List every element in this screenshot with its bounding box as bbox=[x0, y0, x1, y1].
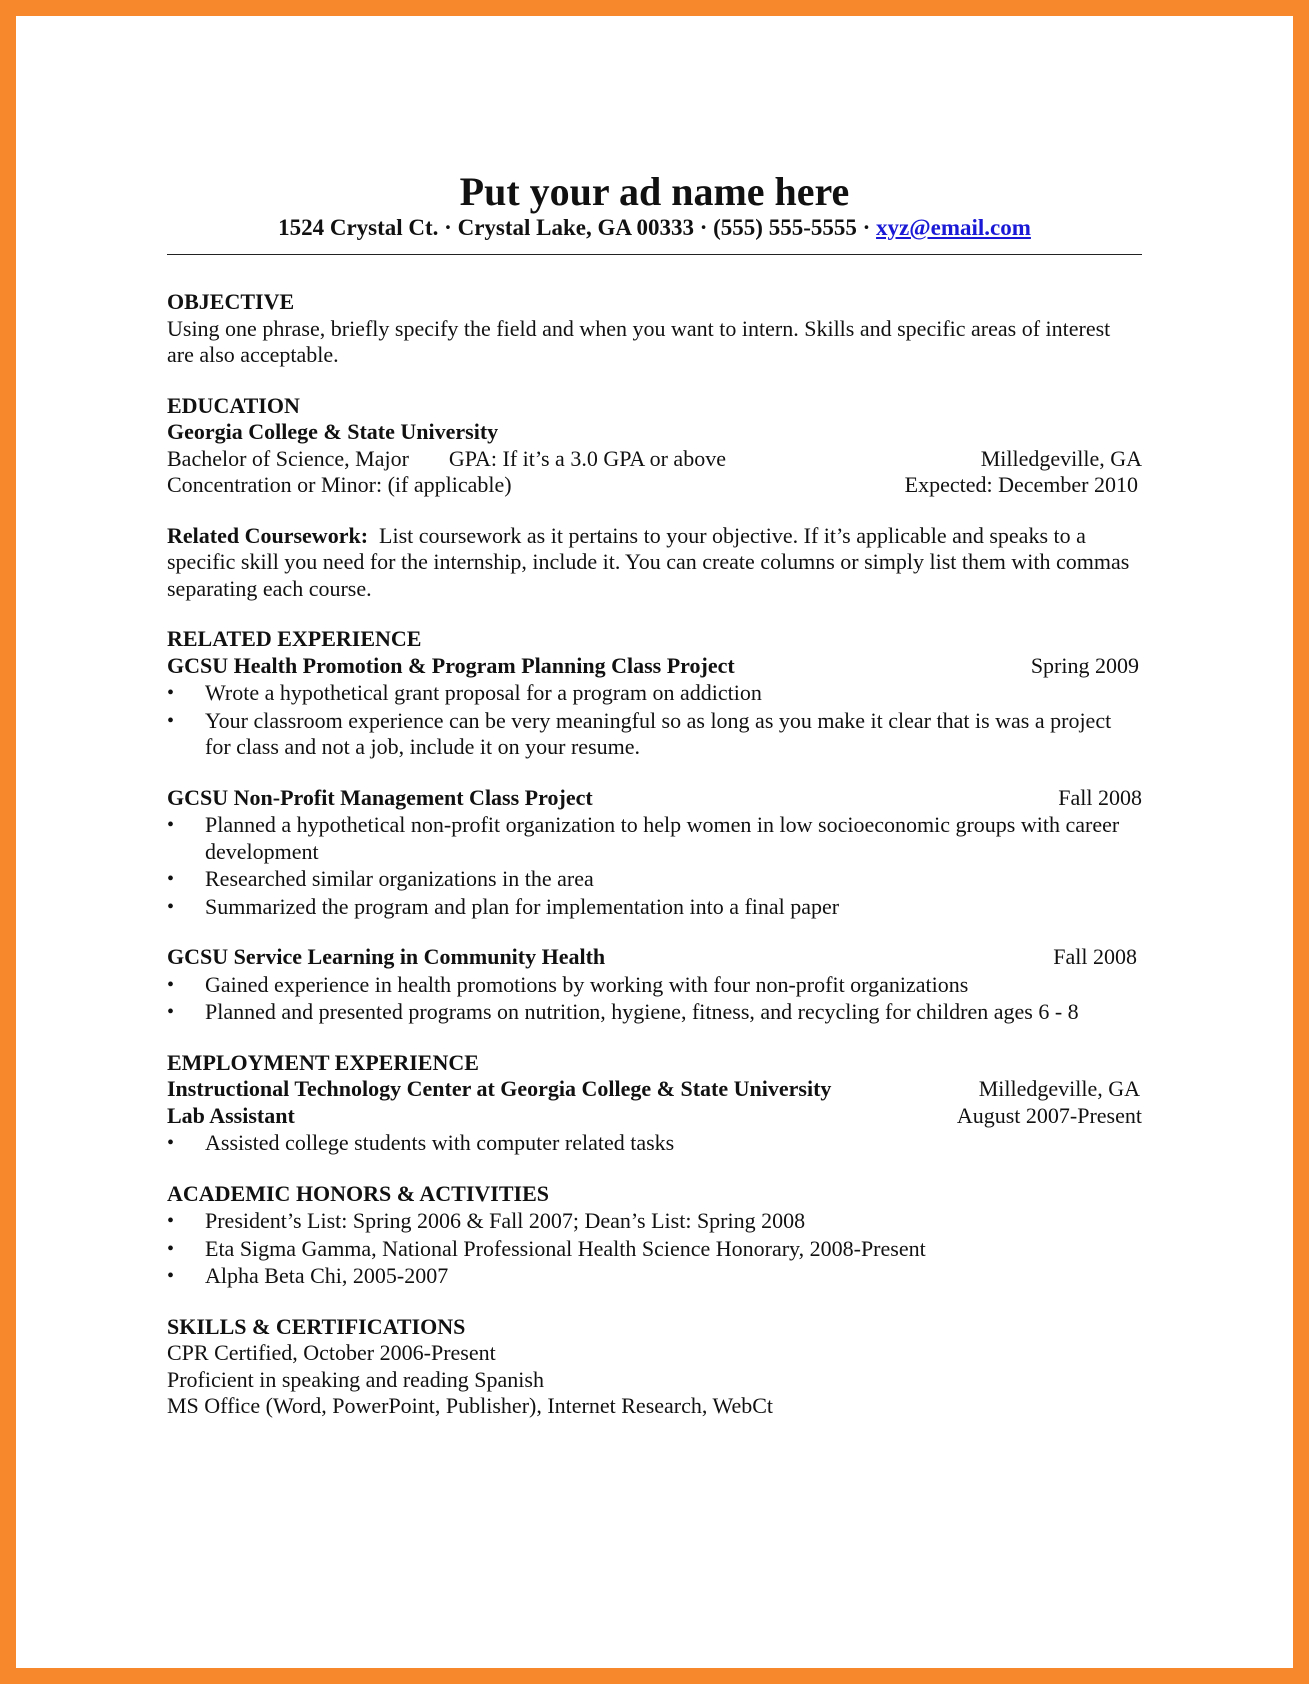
concentration-row bbox=[167, 472, 1142, 499]
employer-location: Milledgeville, GA bbox=[978, 1076, 1140, 1101]
bullet-item: • Alpha Beta Chi, 2005-2007 bbox=[167, 1263, 1142, 1290]
objective-section bbox=[167, 289, 1142, 369]
bullet-item: • Assisted college students with computer related tasks bbox=[167, 1130, 1142, 1157]
bullet-item: • Summarized the program and plan for implementation into a final paper bbox=[167, 894, 1142, 921]
skill-line: MS Office (Word, PowerPoint, Publisher), Internet Research, WebCt bbox=[167, 1393, 774, 1418]
bullet-item: • Eta Sigma Gamma, National Professional Health Science Honorary, 2008-Present bbox=[167, 1236, 1142, 1263]
section-title-related-experience: RELATED EXPERIENCE bbox=[167, 626, 422, 651]
employer: Instructional Technology Center at Georgia College & State University bbox=[167, 1076, 832, 1101]
experience-title: GCSU Health Promotion & Program Planning Class Project bbox=[167, 652, 735, 678]
experience-entry bbox=[167, 653, 1142, 761]
objective-text: Using one phrase, briefly specify the field and when you want to intern. Skills and specific areas of interest are also acceptable. bbox=[167, 315, 1111, 367]
resume-name: Put your ad name here bbox=[459, 169, 850, 214]
bullet-item: • Gained experience in health promotions by working with four non-profit organizations bbox=[167, 972, 1142, 999]
section-title-employment: EMPLOYMENT EXPERIENCE bbox=[167, 1049, 479, 1075]
coursework-text: List coursework as it pertains to your objective. If it’s applicable and speaks to a specific skill you need for the internship, include it. You can create columns or simply list them with commas separating each course. bbox=[167, 522, 1130, 601]
employment-dates: August 2007-Present bbox=[956, 1102, 1142, 1128]
bullet-item: • Planned a hypothetical non-profit organization to help women in low socioeconomic groups with career development bbox=[167, 812, 1142, 865]
email-link[interactable]: xyz@email.com bbox=[876, 215, 1031, 240]
employment-section bbox=[167, 1050, 1142, 1157]
experience-title: GCSU Non-Profit Management Class Project bbox=[167, 784, 593, 810]
experience-entry bbox=[167, 785, 1142, 921]
skill-line: CPR Certified, October 2006-Present bbox=[167, 1340, 496, 1365]
resume-page bbox=[167, 168, 1142, 1420]
concentration: Concentration or Minor: (if applicable) bbox=[167, 472, 512, 497]
gpa: GPA: If it’s a 3.0 GPA or above bbox=[448, 445, 726, 471]
bullet-item: • Researched similar organizations in the area bbox=[167, 866, 1142, 893]
degree-row bbox=[167, 446, 1142, 473]
bullet-item: • Planned and presented programs on nutrition, hygiene, fitness, and recycling for children ages 6 - 8 bbox=[167, 999, 1142, 1026]
expected-graduation: Expected: December 2010 bbox=[904, 472, 1138, 497]
position: Lab Assistant bbox=[167, 1102, 295, 1128]
contact-details: 1524 Crystal Ct. · Crystal Lake, GA 00333 · (555) 555-5555 · bbox=[278, 215, 877, 240]
section-title-honors: ACADEMIC HONORS & ACTIVITIES bbox=[167, 1180, 550, 1206]
section-title-education: EDUCATION bbox=[167, 392, 300, 418]
bullet-item: • Your classroom experience can be very meaningful so as long as you make it clear that is was a project for class and not a job, include it on your resume. bbox=[167, 708, 1142, 761]
experience-title: GCSU Service Learning in Community Health bbox=[167, 944, 606, 969]
header-divider bbox=[167, 254, 1142, 255]
experience-entry bbox=[167, 944, 1142, 1026]
bullet-item: • Wrote a hypothetical grant proposal for a program on addiction bbox=[167, 680, 1142, 707]
section-title-skills: SKILLS & CERTIFICATIONS bbox=[167, 1313, 466, 1339]
experience-date: Fall 2008 bbox=[1058, 784, 1142, 810]
school-location: Milledgeville, GA bbox=[980, 445, 1142, 471]
coursework-label: Related Coursework: bbox=[167, 522, 369, 548]
honors-section bbox=[167, 1181, 1142, 1290]
education-section bbox=[167, 393, 1142, 603]
section-title-objective: OBJECTIVE bbox=[167, 289, 295, 314]
experience-date: Fall 2008 bbox=[1053, 944, 1137, 969]
school-name: Georgia College & State University bbox=[167, 419, 499, 444]
contact-line bbox=[167, 214, 1142, 242]
coursework bbox=[167, 523, 1142, 603]
related-experience-section bbox=[167, 626, 1142, 1026]
skills-section bbox=[167, 1314, 1142, 1420]
bullet-item: • President’s List: Spring 2006 & Fall 2007; Dean’s List: Spring 2008 bbox=[167, 1208, 1142, 1235]
skill-line: Proficient in speaking and reading Spanish bbox=[167, 1366, 544, 1392]
experience-date: Spring 2009 bbox=[1030, 652, 1139, 678]
degree: Bachelor of Science, Major bbox=[167, 445, 409, 471]
